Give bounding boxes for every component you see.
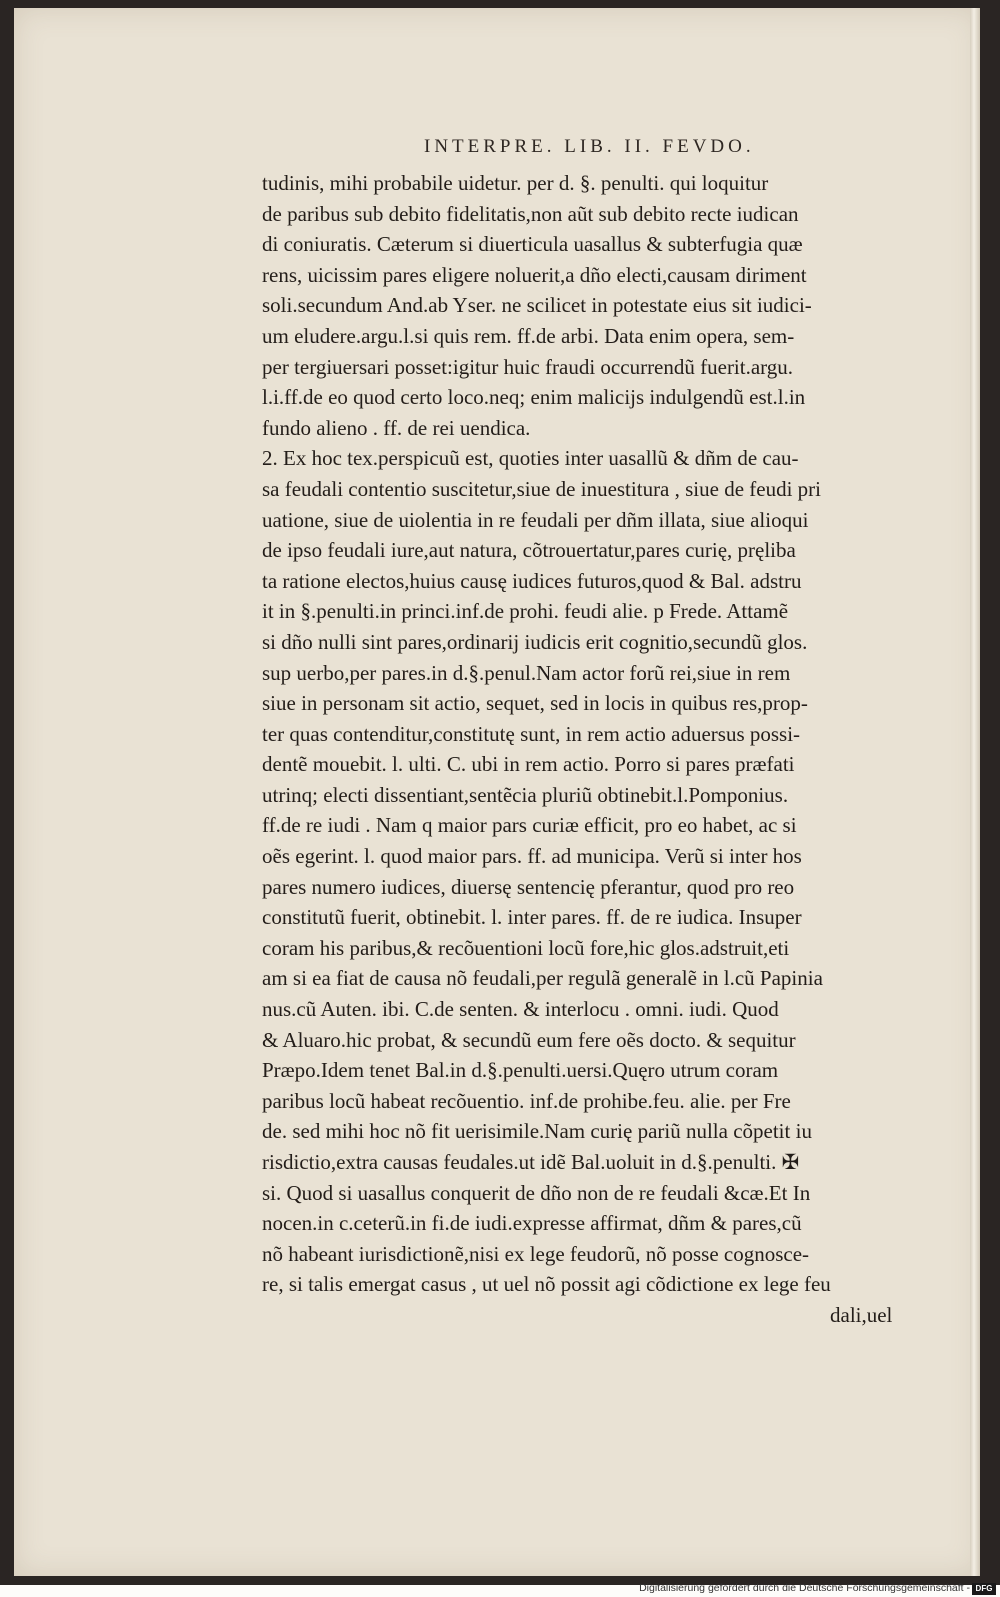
text-line: paribus locũ habeat recõuentio. inf.de prohibe.feu. alie. per Fre [262, 1088, 791, 1113]
text-line: si dño nulli sint pares,ordinarij iudicis erit cognitio,secundũ glos. [262, 629, 808, 654]
text-line: ta ratione electos,huius causę iudices futuros,quod & Bal. adstru [262, 568, 802, 593]
text-line: rens, uicissim pares eligere noluerit,a dño electi,causam diriment [262, 262, 807, 287]
text-line: nõ habeant iurisdictionẽ,nisi ex lege feudorũ, nõ posse cognosce- [262, 1241, 810, 1266]
text-line: dentẽ mouebit. l. ulti. C. ubi in rem actio. Porro si pares præfati [262, 752, 795, 777]
body-text [262, 168, 930, 1331]
text-line: ff.de re iudi . Nam q maior pars curiæ efficit, pro eo habet, ac si [262, 813, 797, 838]
text-line: de. sed mihi hoc nõ fit uerisimile.Nam curię pariũ nulla cõpetit iu [262, 1119, 812, 1144]
text-line: di coniuratis. Cæterum si diuerticula uasallus & subterfugia quæ [262, 232, 803, 257]
text-line: pares numero iudices, diuersę sentencię pferantur, quod pro reo [262, 874, 795, 899]
text-line: fundo alieno . ff. de rei uendica. [262, 415, 531, 440]
dfg-logo: DFG [972, 1583, 996, 1595]
running-head: INTERPRE. LIB. II. FEVDO. [424, 136, 755, 157]
text-line: siue in personam sit actio, sequet, sed in locis in quibus res,prop- [262, 691, 808, 716]
text-line: coram his paribus,& recõuentioni locũ fore,hic glos.adstruit,eti [262, 935, 790, 960]
text-line: it in §.penulti.in princi.inf.de prohi. feudi alie. p Frede. Attamẽ [262, 599, 789, 624]
text-line: oẽs egerint. l. quod maior pars. ff. ad municipa. Verũ si inter hos [262, 844, 802, 869]
text-line: risdictio,extra causas feudales.ut idẽ Bal.uoluit in d.§.penulti. ✠ [262, 1150, 800, 1174]
text-line: & Aluaro.hic probat, & secundũ eum fere oẽs docto. & sequitur [262, 1027, 796, 1052]
funding-credit: Digitalisierung gefördert durch die Deutsche Forschungsgemeinschaft - [639, 1582, 970, 1594]
text-line: uatione, siue de uiolentia in re feudali per dñm illata, siue alioqui [262, 507, 809, 532]
text-line: utrinq; electi dissentiant,sentẽcia pluriũ obtinebit.l.Pomponius. [262, 782, 789, 807]
text-line: l.i.ff.de eo quod certo loco.neq; enim malicijs indulgendũ est.l.in [262, 385, 806, 410]
text-line: tudinis, mihi probabile uidetur. per d. §. penulti. qui loquitur [262, 171, 769, 195]
text-line: ter quas contenditur,constitutę sunt, in rem actio aduersus possi- [262, 721, 801, 746]
text-line: am si ea fiat de causa nõ feudali,per regulã generalẽ in l.cũ Papinia [262, 966, 823, 991]
page-edge [970, 8, 980, 1576]
text-line: si. Quod si uasallus conquerit de dño non de re feudali &cæ.Et In [262, 1180, 811, 1205]
text-line: um eludere.argu.l.si quis rem. ff.de arbi. Data enim opera, sem- [262, 323, 795, 348]
text-line: sa feudali contentio suscitetur,siue de inuestitura , siue de feudi pri [262, 476, 822, 501]
text-line: de ipso feudali iure,aut natura, cõtrouertatur,pares curię, pręliba [262, 538, 796, 563]
text-line: constitutũ fuerit, obtinebit. l. inter pares. ff. de re iudica. Insuper [262, 905, 802, 930]
text-line: per tergiuersari posset:igitur huic fraudi occurrendũ fuerit.argu. [262, 354, 794, 379]
text-line: de paribus sub debito fidelitatis,non aũt sub debito recte iudican [262, 201, 799, 226]
text-line: nocen.in c.ceterũ.in fi.de iudi.expresse affirmat, dñm & pares,cũ [262, 1211, 802, 1236]
text-line: re, si talis emergat casus , ut uel nõ possit agi cõdictione ex lege feu [262, 1272, 831, 1297]
text-line: 2. Ex hoc tex.perspicuũ est, quoties inter uasallũ & dñm de cau- [262, 446, 799, 471]
text-line: soli.secundum And.ab Yser. ne scilicet in potestate eius sit iudici- [262, 293, 812, 318]
text-line: Præpo.Idem tenet Bal.in d.§.penulti.uersi.Quęro utrum coram [262, 1058, 779, 1083]
footer-bar [0, 1582, 1000, 1597]
text-line: sup uerbo,per pares.in d.§.penul.Nam actor forũ rei,siue in rem [262, 660, 791, 685]
text-line: nus.cũ Auten. ibi. C.de senten. & interlocu . omni. iudi. Quod [262, 997, 779, 1022]
catchword-line: dali,uel [830, 1302, 893, 1327]
